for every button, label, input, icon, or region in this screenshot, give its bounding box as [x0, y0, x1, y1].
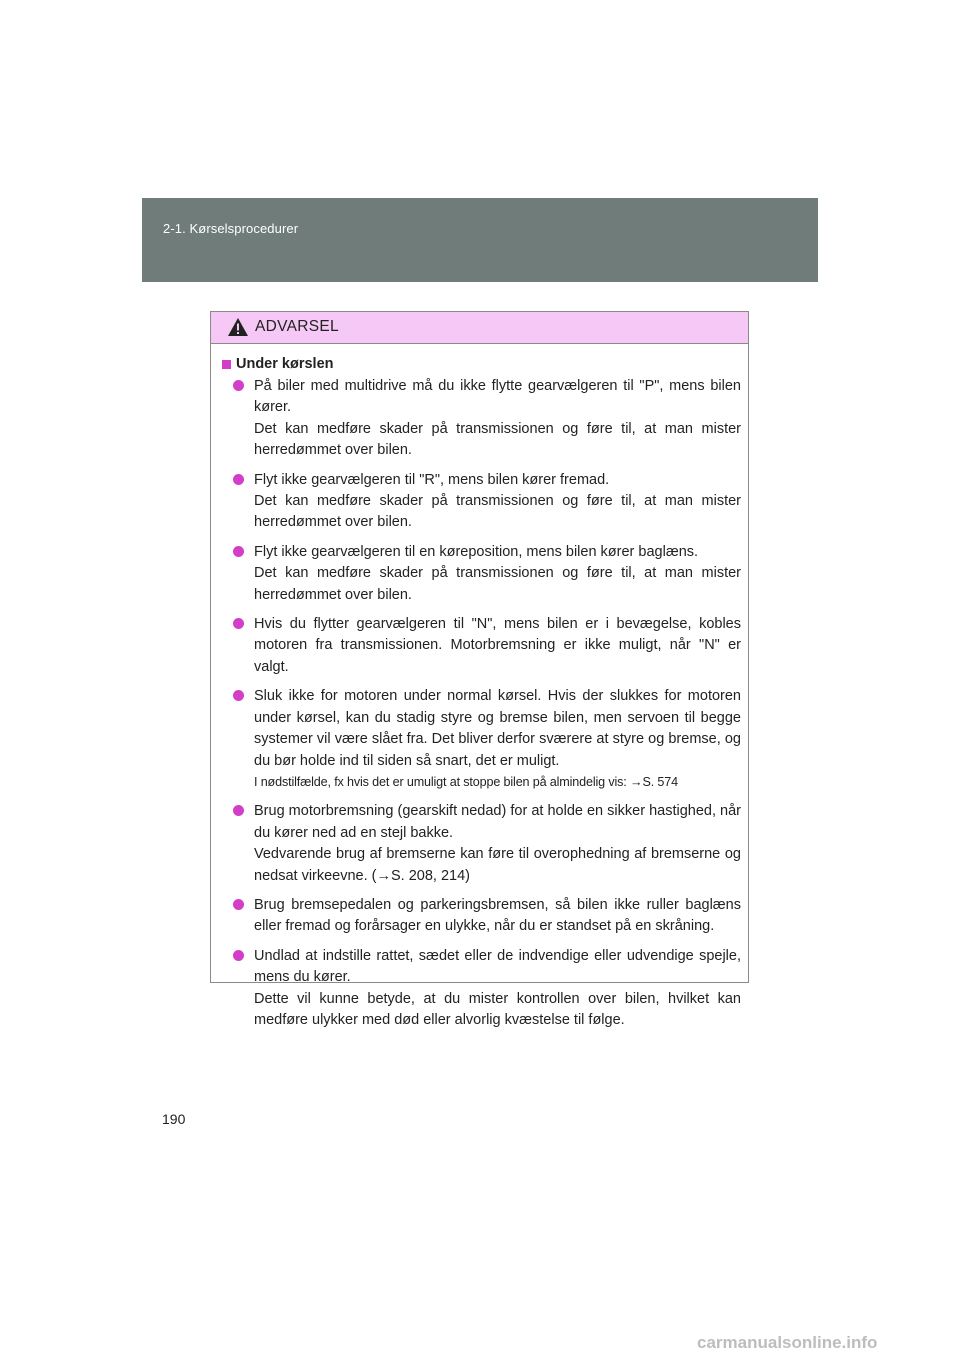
page-number: 190 — [162, 1111, 186, 1127]
bullet-dot-icon — [233, 546, 244, 557]
watermark: carmanualsonline.info — [697, 1333, 878, 1352]
list-item-text: Flyt ikke gearvælgeren til "R", mens bilen kører fremad. — [254, 471, 610, 488]
list-item-text: Brug bremsepedalen og parkeringsbremsen, så bilen ikke ruller baglæns eller fremad og forårsager en ulykke, når du er standset på en skråning. — [254, 896, 741, 935]
list-item-text: Vedvarende brug af bremserne kan føre til overophedning af bremserne og nedsat virkeevne. (→S. 208, 214) — [254, 846, 741, 884]
list-item — [222, 542, 741, 606]
list-item-text: Dette vil kunne betyde, at du mister kontrollen over bilen, hvilket kan medføre ulykker med død eller alvorlig kvæstelse til følge. — [254, 990, 741, 1028]
warning-box — [210, 311, 749, 1028]
list-item — [222, 946, 741, 1032]
list-item-text: Det kan medføre skader på transmissionen og føre til, at man mister herredømmet over bilen. — [254, 420, 741, 459]
list-item-text: Undlad at indstille rattet, sædet eller de indvendige eller udvendige spejle, mens du kører. — [254, 947, 741, 986]
list-item — [222, 801, 741, 887]
list-item — [222, 470, 741, 534]
warning-item-list — [222, 376, 741, 1031]
warning-triangle-icon — [227, 317, 249, 337]
list-item — [222, 376, 741, 462]
list-item-text: Det kan medføre skader på transmissionen og føre til, at man mister herredømmet over bilen. — [254, 565, 741, 603]
bullet-dot-icon — [233, 950, 244, 961]
warning-body — [211, 344, 748, 1031]
bullet-dot-icon — [233, 805, 244, 816]
sub-heading-text: Under kørslen — [236, 356, 334, 372]
list-item — [222, 614, 741, 678]
list-item-text: Sluk ikke for motoren under normal kørsel. Hvis der slukkes for motoren under kørsel, kan du stadig styre og bremse bilen, men servoen til begge systemer vil være slået fra. Det bliver derfor sværere at styre og bremse, og du bør holde ind til siden så snart, det er muligt. — [254, 688, 741, 769]
list-item-text: Brug motorbremsning (gearskift nedad) for at holde en sikker hastighed, når du kører ned ad en stejl bakke. — [254, 803, 741, 841]
warning-header — [211, 312, 748, 344]
list-item-text: På biler med multidrive må du ikke flytte gearvælgeren til "P", mens bilen kører. — [254, 378, 741, 416]
list-item-text: Det kan medføre skader på transmissionen og føre til, at man mister herredømmet over bilen. — [254, 493, 741, 531]
sub-heading — [222, 356, 741, 372]
list-item-text: Hvis du flytter gearvælgeren til "N", mens bilen er i bevægelse, kobles motoren fra transmissionen. Motorbremsning er ikke muligt, når "N" er valgt. — [254, 616, 741, 675]
warning-title: ADVARSEL — [255, 318, 339, 335]
list-item-note: I nødstilfælde, fx hvis det er umuligt at stoppe bilen på almindelig vis: →S. 574 — [254, 774, 678, 789]
bullet-dot-icon — [233, 690, 244, 701]
list-item — [222, 686, 741, 793]
section-label: 2-1. Kørselsprocedurer — [163, 221, 299, 236]
bullet-dot-icon — [233, 380, 244, 391]
bullet-dot-icon — [233, 618, 244, 629]
section-header-band — [142, 198, 818, 282]
square-bullet-icon — [222, 360, 231, 369]
list-item — [222, 895, 741, 938]
list-item-text: Flyt ikke gearvælgeren til en køreposition, mens bilen kører baglæns. — [254, 543, 699, 560]
bullet-dot-icon — [233, 474, 244, 485]
bullet-dot-icon — [233, 899, 244, 910]
